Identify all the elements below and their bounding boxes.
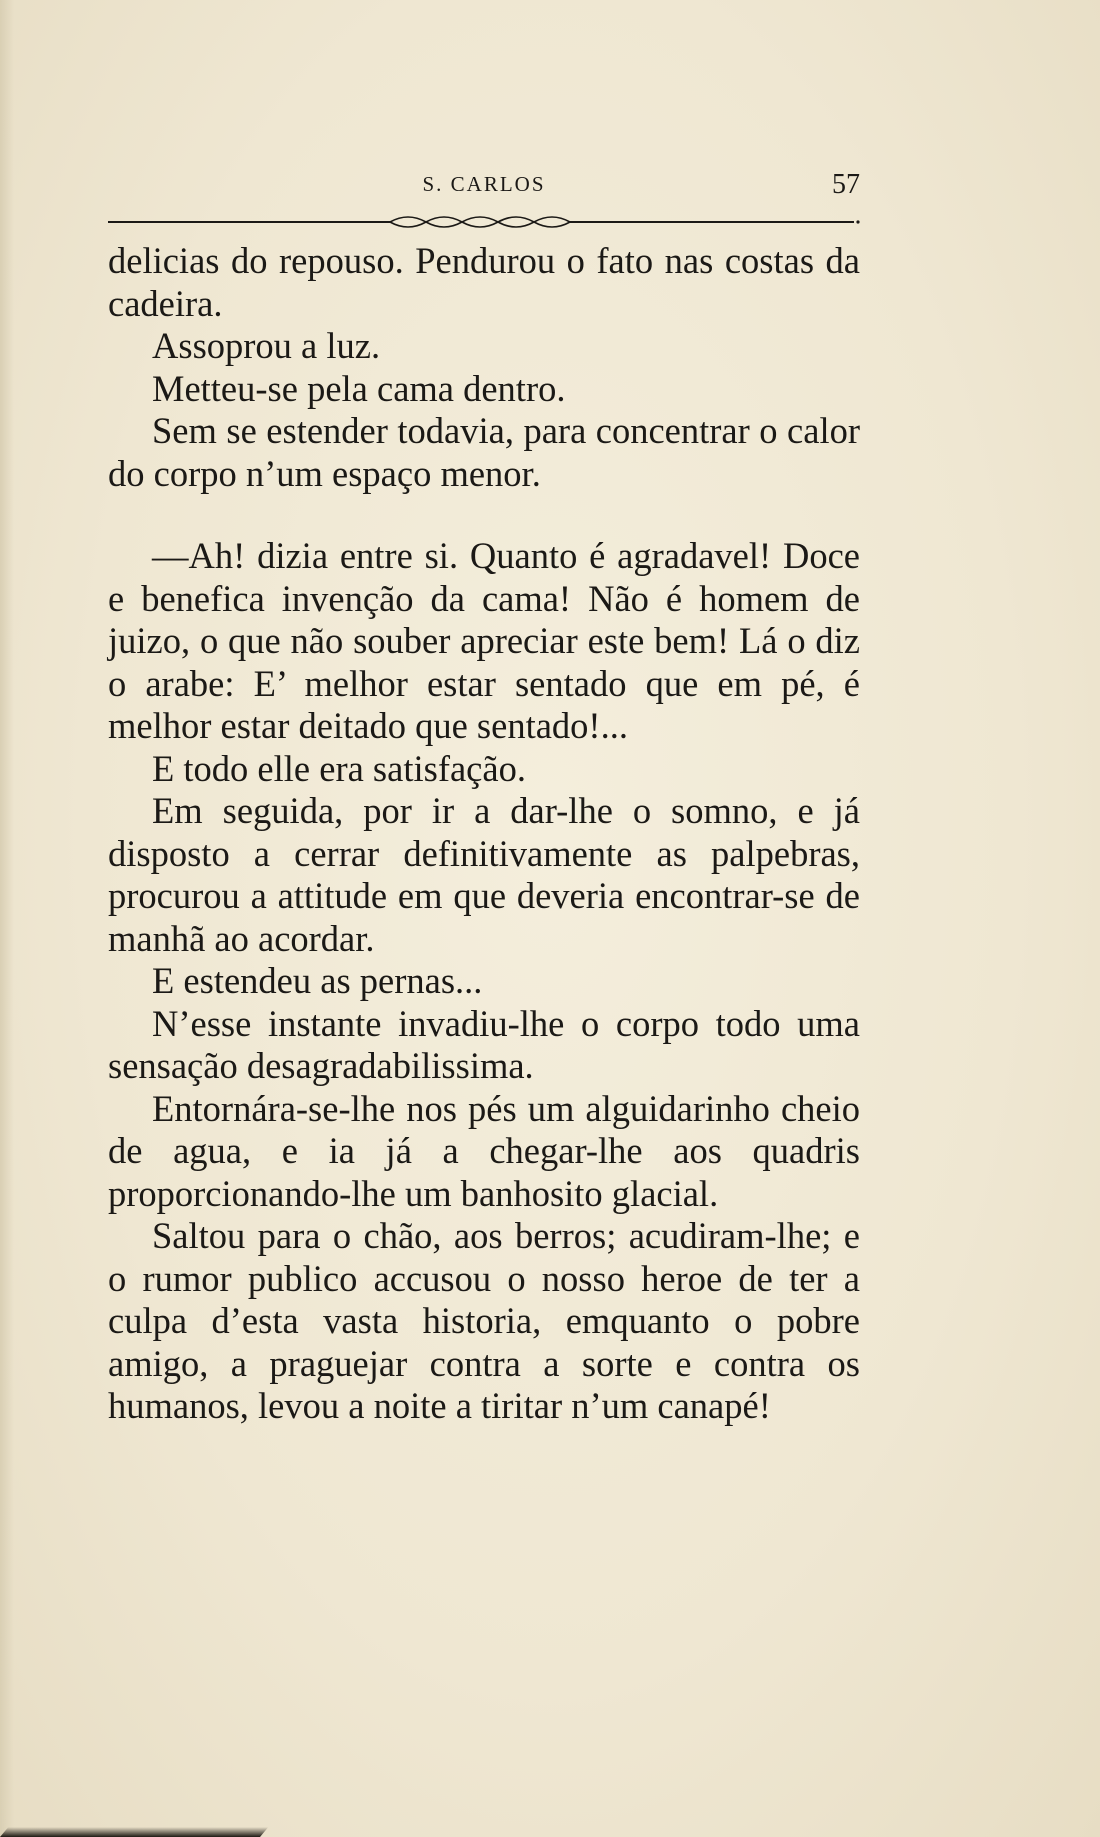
running-title: S. CARLOS	[422, 172, 546, 196]
body-text	[108, 240, 860, 1428]
page-corner-shadow	[0, 1827, 268, 1837]
paragraph-8: E estendeu as pernas...	[152, 960, 483, 1001]
paragraph-11: Saltou para o chão, aos berros; acudiram-lhe; e o rumor publico accusou o nosso heroe de ter a culpa d’esta vasta historia, emquanto o pobre amigo, a praguejar contra a sorte e contra os humanos, levou a noite a tiritar n’um canapé!	[108, 1215, 860, 1426]
paragraph-3: Metteu-se pela cama dentro.	[152, 367, 566, 409]
paragraph-10: Entornára-se-lhe nos pés um alguidarinho cheio de agua, e ia já a chegar-lhe aos quadris proporcionando-lhe um banhosito glacial.	[108, 1087, 860, 1214]
page-header	[108, 169, 860, 212]
paragraph-6: E todo elle era satisfação.	[152, 747, 526, 789]
paragraph-4: Sem se estender todavia, para concentrar o calor do corpo n’um espaço menor.	[108, 410, 860, 494]
paragraph-5: —Ah! dizia entre si. Quanto é agradavel! Doce e benefica invenção da cama! Não é homem de juizo, o que não souber apreciar este bem! Lá o diz o arabe: E’ melhor estar sentado que em pé, é melhor estar deitado que sentado!...	[108, 535, 860, 746]
paragraph-9: N’esse instante invadiu-lhe o corpo todo uma sensação desagradabilissima.	[108, 1002, 860, 1086]
ornamental-rule	[108, 210, 860, 234]
paragraph-1: delicias do repouso. Pendurou o fato nas costas da cadeira.	[108, 240, 860, 324]
page-edge-shadow	[0, 0, 14, 1837]
page-number: 57	[832, 169, 860, 200]
paragraph-2: Assoprou a luz.	[152, 325, 381, 366]
paragraph-7: Em seguida, por ir a dar-lhe o somno, e já disposto a cerrar definitivamente as palpebras, procurou a attitude em que deveria encontrar-se de manhã ao acordar.	[108, 790, 860, 959]
